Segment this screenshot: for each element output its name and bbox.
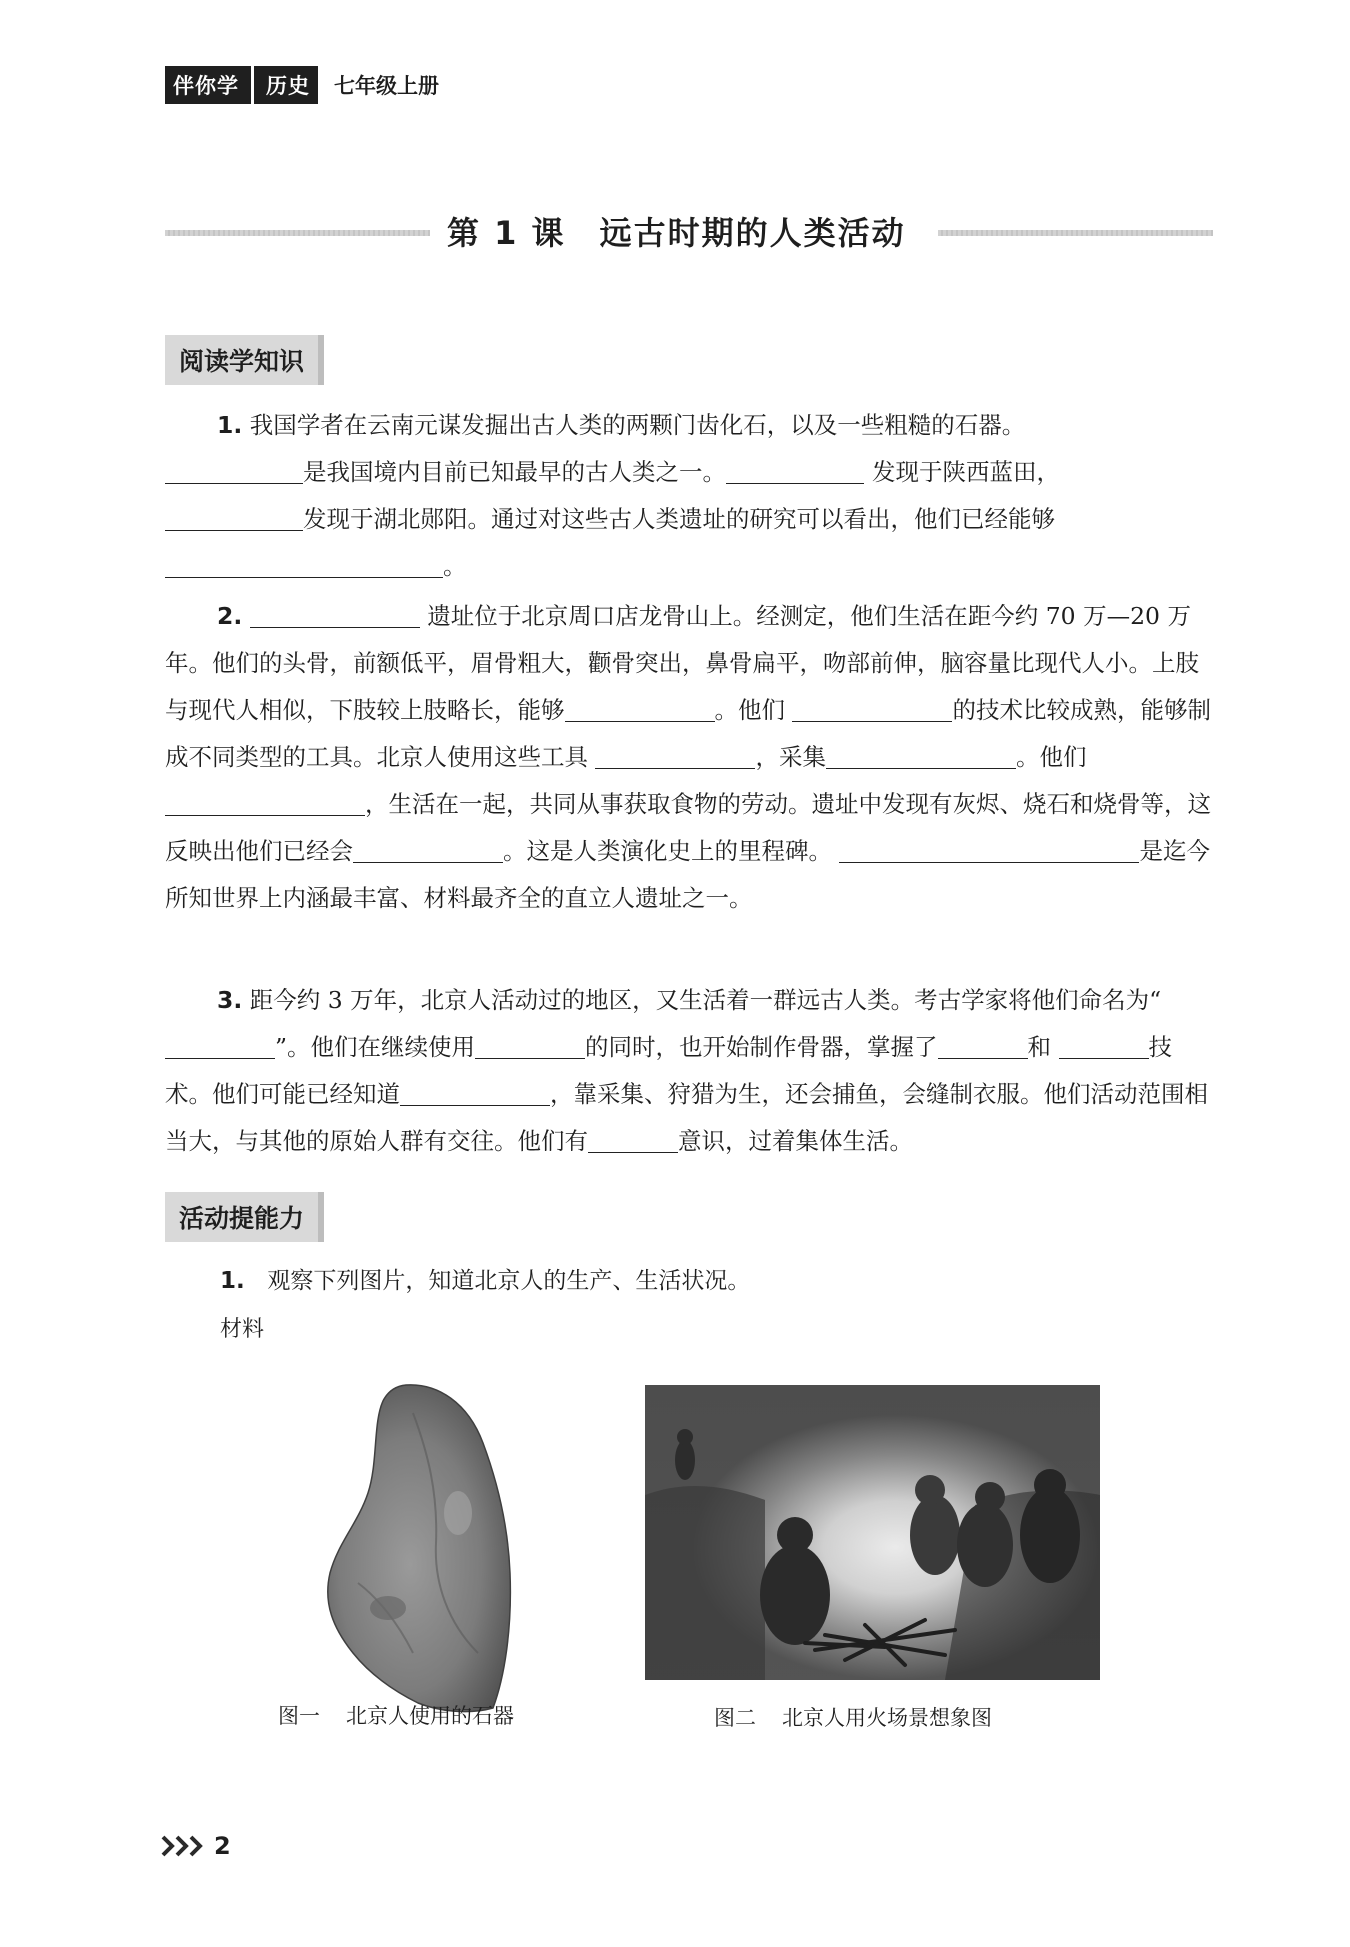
answer-blank[interactable]	[165, 504, 303, 531]
question-1	[165, 402, 1215, 590]
page-footer	[160, 1832, 231, 1860]
section-heading-activity: 活动提能力	[165, 1192, 324, 1242]
question-text: 。这是人类演化史上的里程碑。	[503, 837, 832, 865]
figure-label: 图一	[278, 1704, 320, 1728]
answer-blank[interactable]	[726, 457, 864, 484]
title-rule-left	[165, 230, 430, 236]
question-text: 。	[443, 552, 467, 580]
section-heading-reading: 阅读学知识	[165, 335, 324, 385]
answer-blank[interactable]	[792, 695, 952, 722]
question-text: 是迄今所知世界上内涵最丰富、材料最齐全的直立人遗址之一。	[165, 837, 1210, 912]
answer-blank[interactable]	[165, 457, 303, 484]
question-text: ”。他们在继续使用	[275, 1033, 476, 1061]
grade-label: 七年级上册	[334, 73, 439, 98]
question-text: ，生活在一起，共同从事获取食物的劳动。遗址中发现有灰烬、烧石和烧骨等，这反映出他们已经会	[165, 790, 1211, 865]
question-text: 发现于陕西蓝田，	[872, 458, 1060, 486]
answer-blank[interactable]	[475, 1032, 585, 1059]
answer-blank[interactable]	[565, 695, 715, 722]
title-rule-right	[938, 230, 1213, 236]
question-text: 我国学者在云南元谋发掘出古人类的两颗门齿化石，以及一些粗糙的石器。	[249, 411, 1026, 439]
badge-divider	[251, 66, 254, 104]
caption-text: 北京人用火场景想象图	[782, 1706, 992, 1730]
question-number: 1.	[217, 411, 243, 439]
answer-blank[interactable]	[595, 742, 755, 769]
question-text: 是我国境内目前已知最早的古人类之一。	[303, 458, 726, 486]
lesson-name: 远古时期的人类活动	[599, 214, 906, 252]
question-text: 70 万—20 万年。他们的头骨，前额低平，眉骨粗大，颧骨突出，鼻骨扁平，吻部前伸，脑容量比现代人小。上肢与现代人相似，下肢较上肢略长，能够	[165, 602, 1199, 724]
question-text: 的技术比较成熟，能够制成不同类型的工具。北京人使用这些工具	[165, 696, 1211, 771]
stone-tool-image	[318, 1383, 513, 1715]
answer-blank[interactable]	[400, 1079, 550, 1106]
question-number: 1.	[220, 1268, 245, 1294]
answer-blank[interactable]	[165, 789, 365, 816]
subject-name: 历史	[266, 74, 310, 98]
answer-blank[interactable]	[839, 836, 1139, 863]
question-text: 。他们	[714, 696, 785, 724]
question-text: 发现于湖北郧阳。通过对这些古人类遗址的研究可以看出，他们已经能够	[303, 505, 1055, 533]
question-text: 的同时，也开始制作骨器，掌握了	[585, 1033, 938, 1061]
question-text: 距今约 3 万年，北京人活动过的地区，又生活着一群远古人类。考古学家将他们命名为“	[249, 986, 1162, 1014]
question-text: 观察下列图片，知道北京人的生产、生活状况。	[267, 1268, 751, 1294]
answer-blank[interactable]	[938, 1032, 1028, 1059]
question-number: 3.	[217, 986, 243, 1014]
caption-text: 北京人使用的石器	[346, 1704, 514, 1728]
question-text: 技术。他们可能已经知道	[165, 1033, 1172, 1108]
question-3	[165, 977, 1215, 1165]
page-number: 2	[214, 1832, 231, 1860]
series-badge	[165, 66, 318, 104]
question-text: 和	[1027, 1033, 1052, 1061]
figure-2-caption	[714, 1702, 992, 1732]
question-text: ，靠采集、狩猎为生，还会捕鱼，会缝制衣服。他们活动范围相当大，与其他的原始人群有交往。他们有	[165, 1080, 1208, 1155]
question-text: 遗址位于北京周口店龙骨山上。经测定，他们生活在距今约	[427, 602, 1039, 630]
question-text: ，采集	[755, 743, 826, 771]
activity-question-1	[220, 1262, 750, 1295]
question-text: 意识，过着集体生活。	[678, 1127, 913, 1155]
question-text: 。他们	[1015, 743, 1087, 771]
answer-blank[interactable]	[353, 836, 503, 863]
question-number: 2.	[217, 602, 243, 630]
answer-blank[interactable]	[250, 601, 420, 628]
answer-blank[interactable]	[826, 742, 1016, 769]
lesson-number: 第 1 课	[447, 214, 566, 252]
answer-blank[interactable]	[165, 1032, 275, 1059]
question-2	[165, 593, 1215, 922]
fire-scene-image	[645, 1385, 1100, 1680]
answer-blank[interactable]	[588, 1126, 678, 1153]
answer-blank[interactable]	[1059, 1032, 1149, 1059]
material-label: 材料	[220, 1317, 265, 1342]
figure-label: 图二	[714, 1706, 756, 1730]
answer-blank[interactable]	[165, 551, 443, 578]
page-header	[165, 68, 439, 102]
triple-chevron-icon	[160, 1833, 206, 1859]
lesson-title-row	[165, 208, 1213, 258]
lesson-title	[447, 208, 906, 254]
figure-1-caption	[278, 1700, 514, 1730]
series-name: 伴你学	[173, 74, 239, 98]
